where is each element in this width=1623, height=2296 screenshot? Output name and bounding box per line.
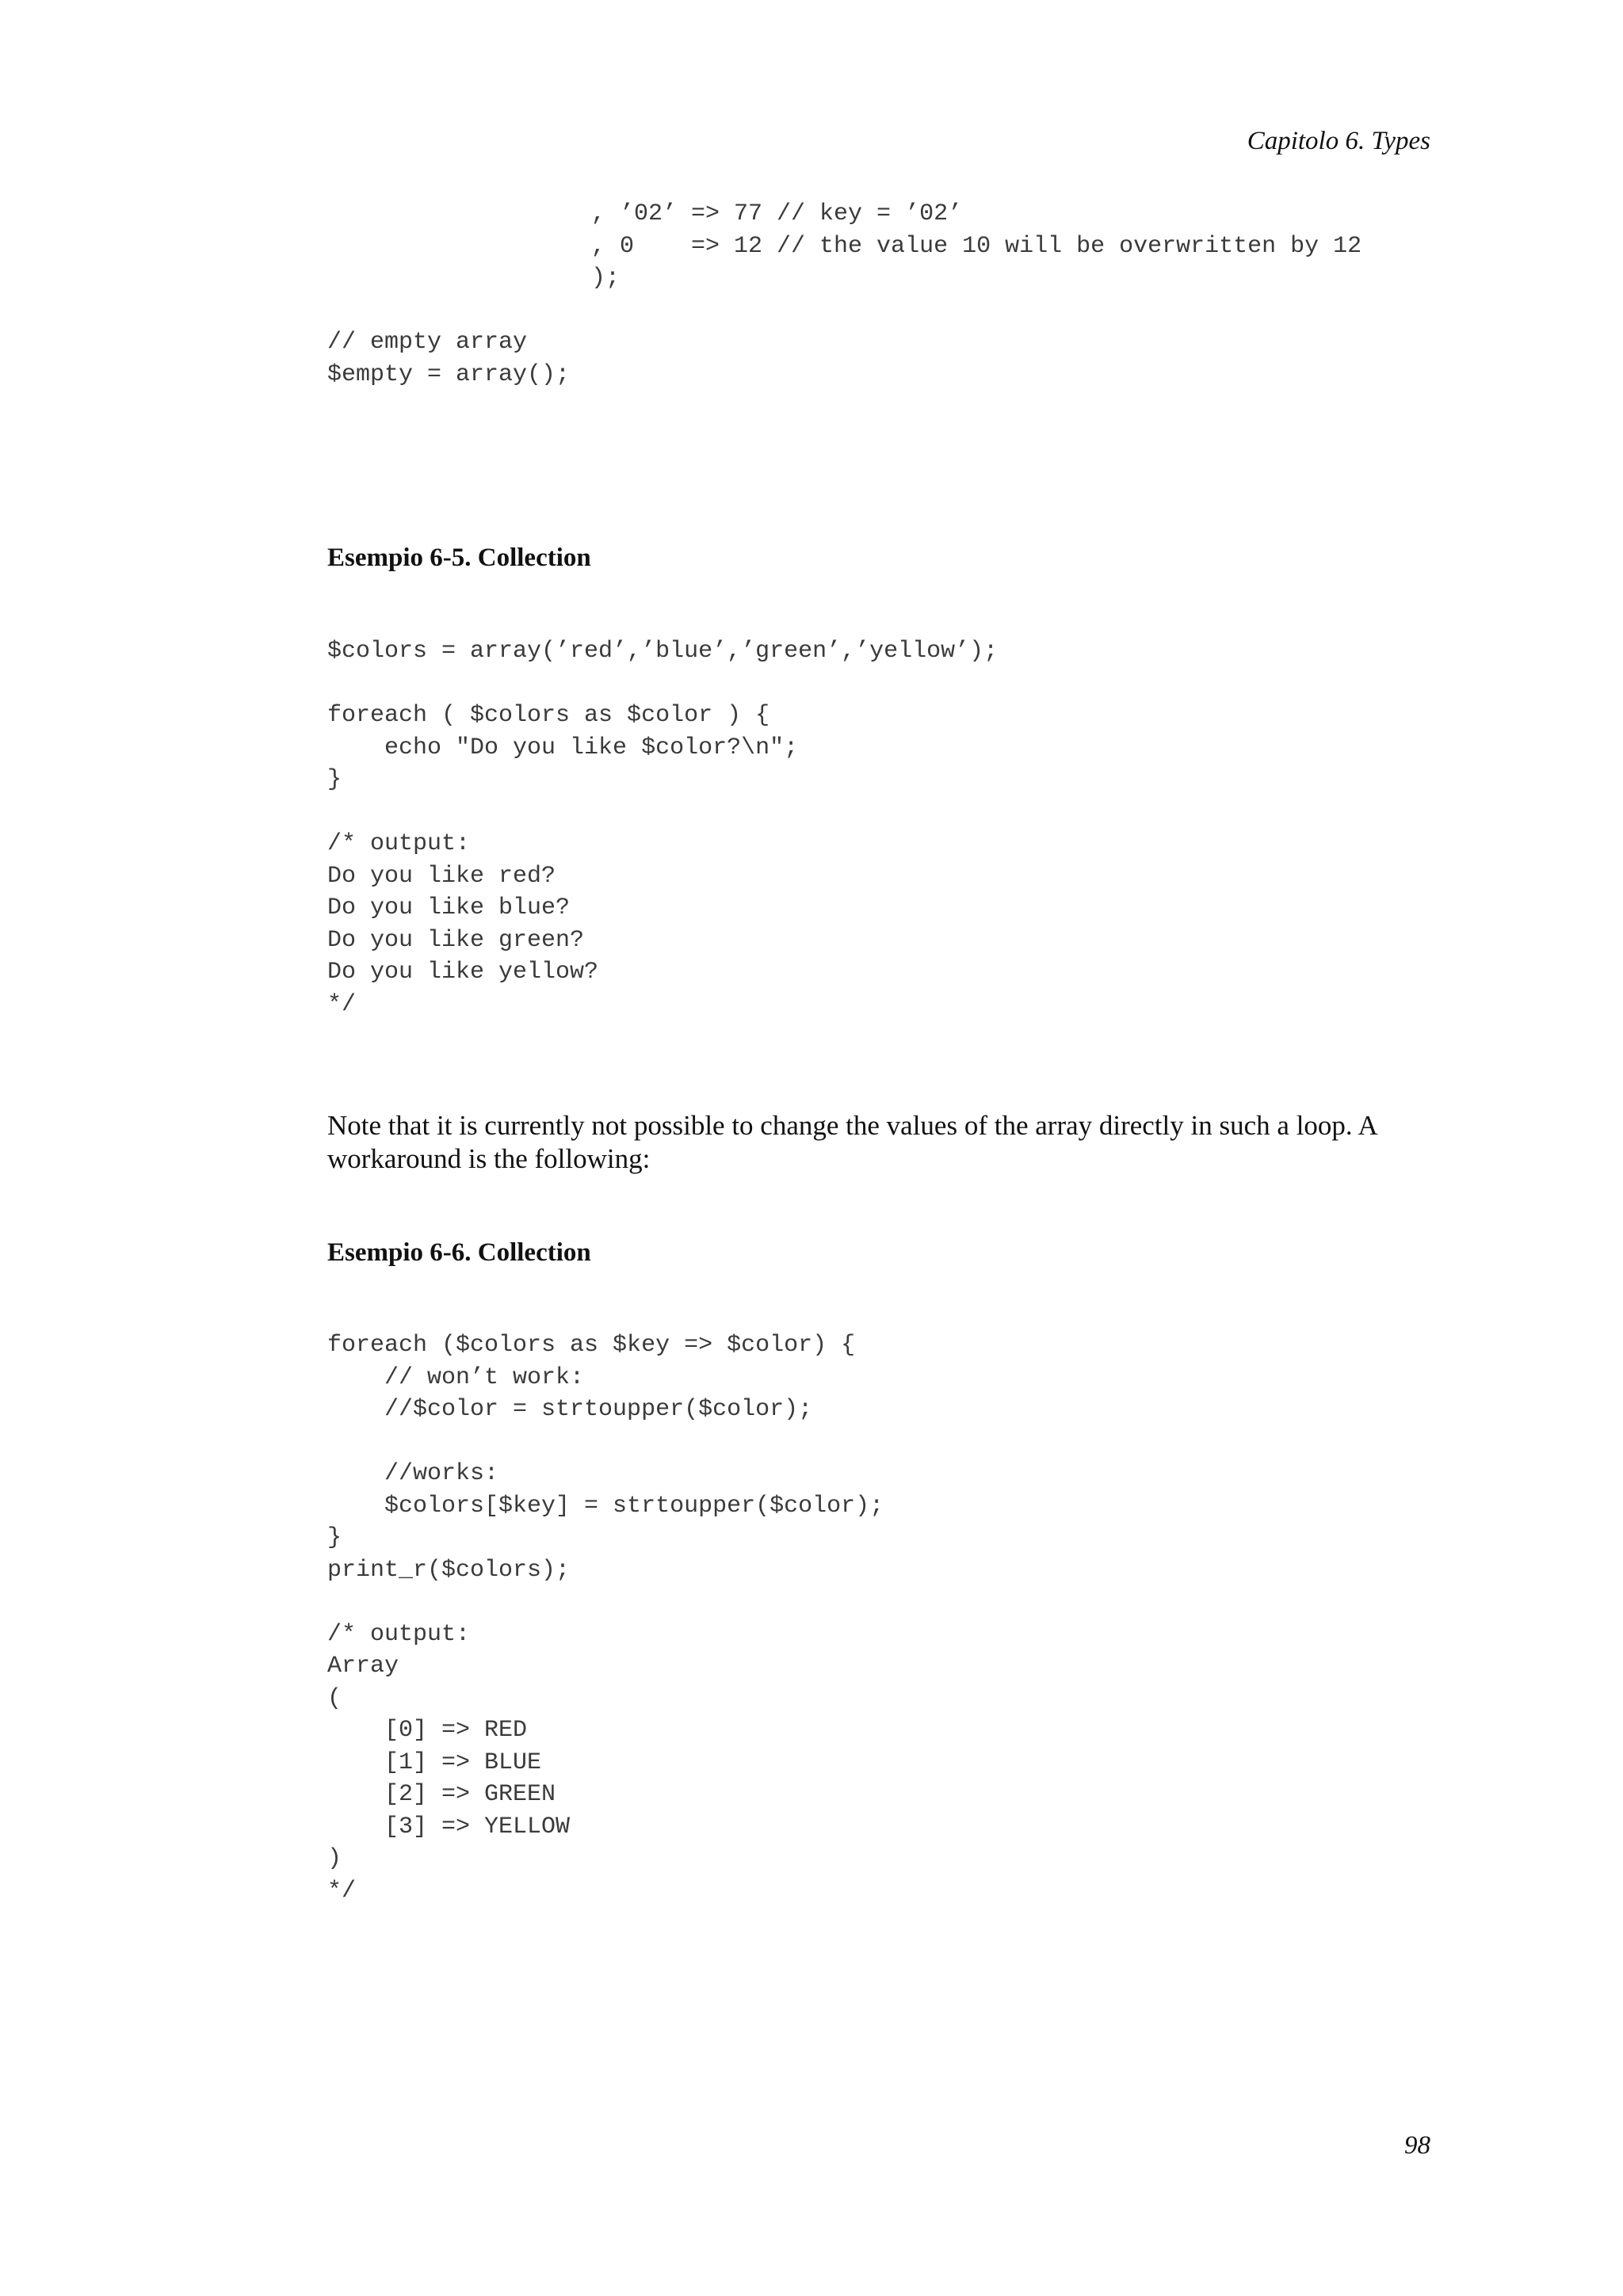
code-line: foreach ($colors as $key => $color) { <box>327 1332 856 1359</box>
code-line: //$color = strtoupper($color); <box>327 1396 813 1423</box>
code-line: ( <box>327 1684 342 1712</box>
code-line: } <box>327 1524 342 1551</box>
example-title: Esempio 6-5. Collection <box>327 543 591 572</box>
code-line: */ <box>327 990 357 1018</box>
page-number: 98 <box>1404 2131 1430 2160</box>
code-block-example-6-5 <box>327 635 998 1020</box>
code-line: $empty = array(); <box>327 360 571 388</box>
code-line: //works: <box>327 1460 499 1487</box>
code-line: $colors = array(’red’,’blue’,’green’,’yellow’); <box>327 638 999 665</box>
code-line: /* output: <box>327 830 471 857</box>
code-line: , ’02’ => 77 // key = ’02’ <box>591 200 963 227</box>
code-line: Do you like yellow? <box>327 959 599 986</box>
code-line: */ <box>327 1877 357 1905</box>
code-line <box>327 796 998 829</box>
code-line: Do you like blue? <box>327 894 571 921</box>
code-line: // won’t work: <box>327 1363 585 1391</box>
code-line: [1] => BLUE <box>327 1749 542 1776</box>
code-line: print_r($colors); <box>327 1556 571 1584</box>
code-line <box>327 668 998 700</box>
code-line: ) <box>327 1845 342 1872</box>
code-line <box>327 1586 884 1619</box>
code-block-continuation <box>591 198 1361 295</box>
code-line: echo "Do you like $color?\n"; <box>327 734 799 761</box>
body-paragraph: Note that it is currently not possible to change the values of the array directly in such a loop. A workaround is the following: <box>327 1110 1377 1174</box>
code-line: [3] => YELLOW <box>327 1813 571 1840</box>
code-line: } <box>327 766 342 793</box>
code-line <box>327 1426 884 1459</box>
example-title: Esempio 6-6. Collection <box>327 1238 591 1267</box>
code-line: foreach ( $colors as $color ) { <box>327 702 770 729</box>
code-line: Do you like red? <box>327 862 556 890</box>
code-line: $colors[$key] = strtoupper($color); <box>327 1492 884 1520</box>
code-line: [0] => RED <box>327 1717 528 1744</box>
code-line: [2] => GREEN <box>327 1781 556 1808</box>
code-line: Array <box>327 1653 399 1680</box>
code-line: Do you like green? <box>327 926 585 954</box>
running-header: Capitolo 6. Types <box>1247 127 1430 155</box>
code-line: /* output: <box>327 1620 471 1648</box>
code-line: ); <box>591 265 621 292</box>
code-line: // empty array <box>327 329 528 356</box>
code-block-empty-array <box>327 326 570 391</box>
code-block-example-6-6 <box>327 1329 884 1907</box>
code-line: , 0 => 12 // the value 10 will be overwritten by 12 <box>591 232 1362 260</box>
